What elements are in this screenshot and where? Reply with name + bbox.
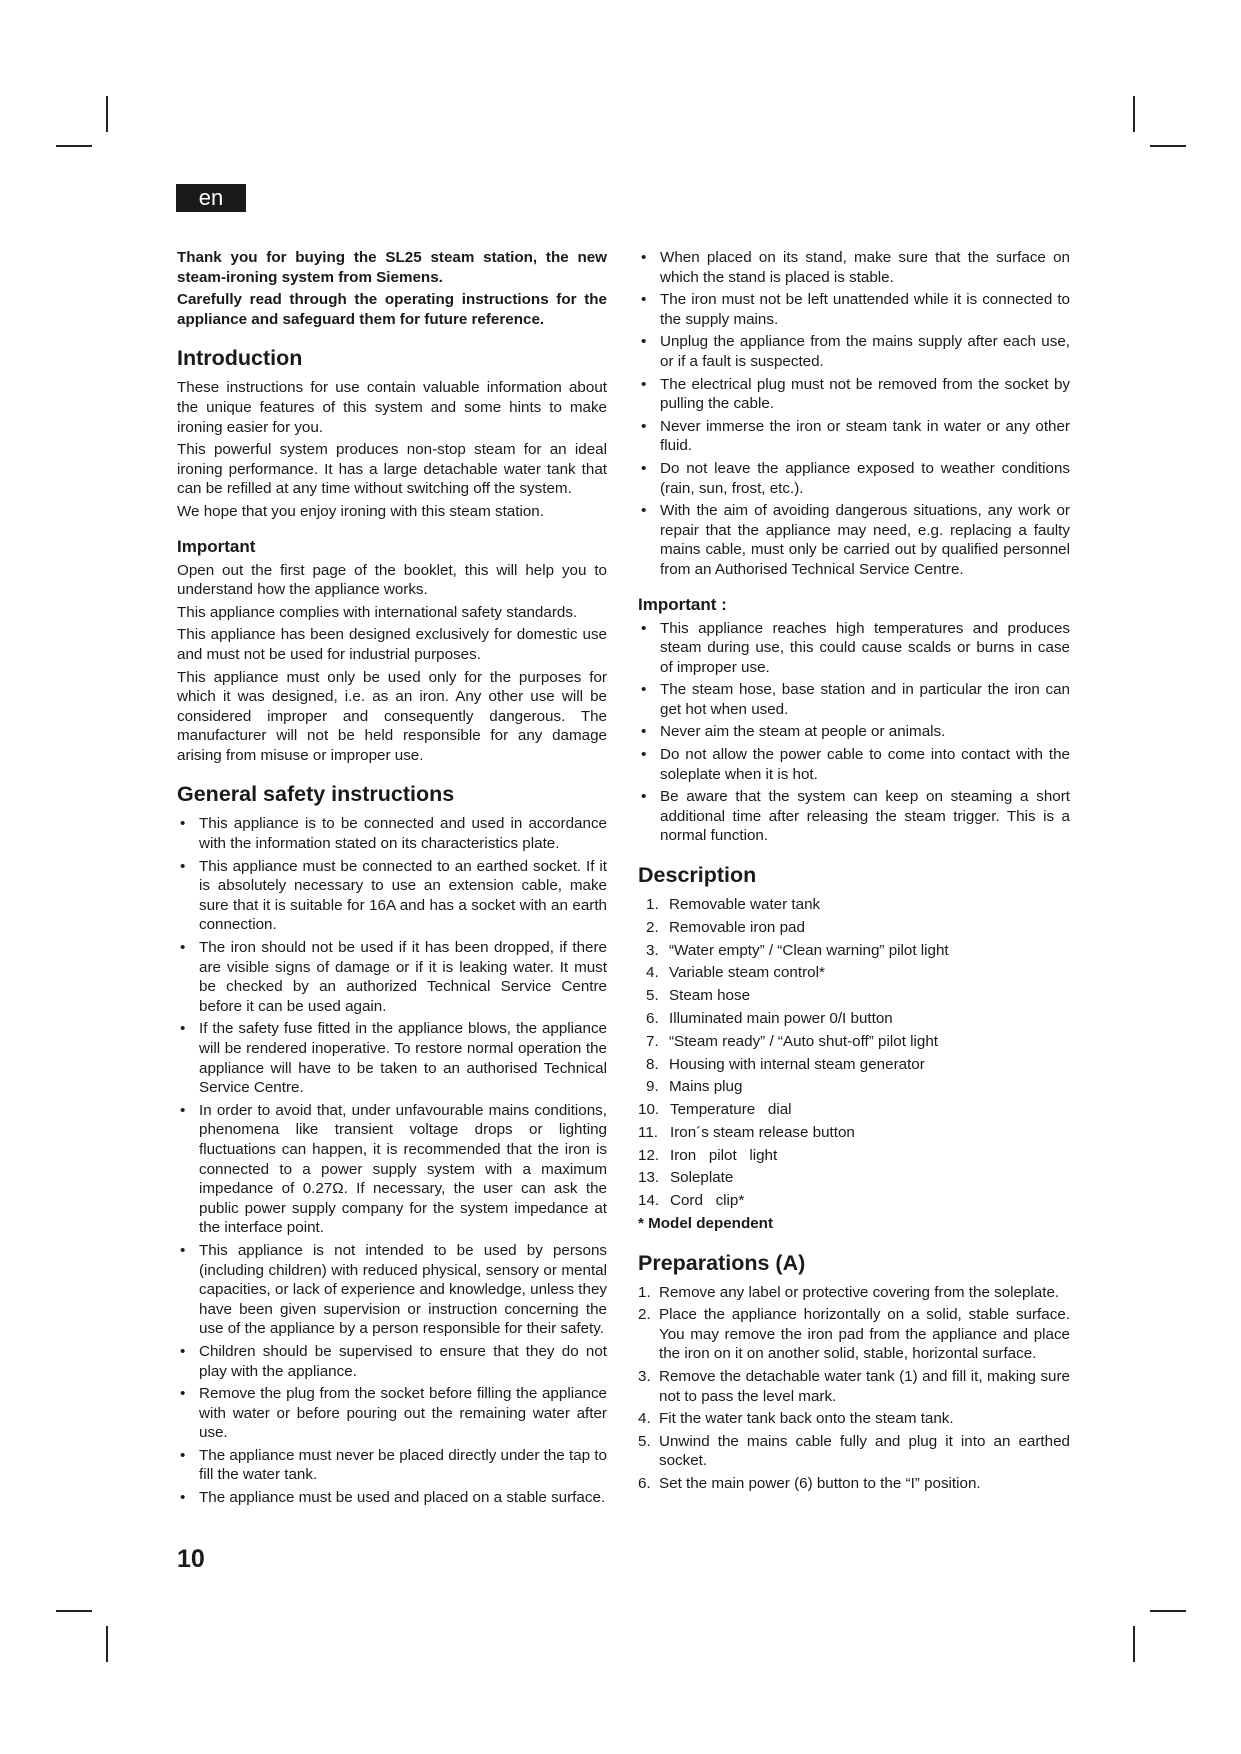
- safety-item: • Children should be supervised to ensure that they do not play with the appliance.: [177, 1342, 607, 1381]
- crop-mark: [106, 96, 108, 132]
- preparation-step: 2. Place the appliance horizontally on a solid, stable surface. You may remove the iron pad from the appliance and place the iron on it on another solid, stable, horizontal surface.: [638, 1306, 1070, 1363]
- introduction-paragraph: This powerful system produces non-stop steam for an ideal ironing performance. It has a large detachable water tank that can be refilled at any time without switching off the system.: [177, 441, 607, 498]
- crop-mark: [106, 1626, 108, 1662]
- description-item: 13. Soleplate: [638, 1169, 734, 1187]
- safety-item: • The iron must not be left unattended while it is connected to the supply mains.: [638, 290, 1070, 329]
- preparation-step: 5. Unwind the mains cable fully and plug it into an earthed socket.: [638, 1432, 1070, 1470]
- preparations-heading: Preparations (A): [638, 1250, 806, 1275]
- safety-item: • Never immerse the iron or steam tank in water or any other fluid.: [638, 417, 1070, 456]
- important-heading: Important: [177, 536, 256, 556]
- warning-item: • Be aware that the system can keep on steaming a short additional time after releasing the steam trigger. This is a normal function.: [638, 787, 1070, 846]
- introduction-paragraph: These instructions for use contain valuable information about the unique features of this system and some hints to make ironing easier for you.: [177, 379, 607, 436]
- safety-item: • With the aim of avoiding dangerous situations, any work or repair that the appliance may need, e.g. replacing a faulty mains cable, must only be carried out by qualified personnel from an Authorised Technical Service Centre.: [638, 501, 1070, 579]
- description-item: 7. “Steam ready” / “Auto shut-off” pilot light: [646, 1032, 938, 1050]
- intro-thanks: Thank you for buying the SL25 steam station, the new steam-ironing system from Siemens.: [177, 249, 607, 286]
- warning-item: • Do not allow the power cable to come into contact with the soleplate when it is hot.: [638, 745, 1070, 784]
- left-column: [177, 248, 607, 1511]
- description-item: 6. Illuminated main power 0/I button: [646, 1009, 893, 1027]
- description-item: 9. Mains plug: [646, 1078, 743, 1096]
- description-item: 4. Variable steam control*: [646, 964, 825, 982]
- introduction-heading: Introduction: [177, 346, 303, 371]
- crop-mark: [56, 145, 92, 147]
- general-safety-list-continued: [638, 248, 1070, 580]
- safety-item: • When placed on its stand, make sure that the surface on which the stand is placed is stable.: [638, 248, 1070, 287]
- crop-mark: [1150, 1610, 1186, 1612]
- description-heading: Description: [638, 863, 757, 888]
- important-paragraph: Open out the first page of the booklet, this will help you to understand how the appliance works.: [177, 561, 607, 599]
- page-number: 10: [177, 1545, 205, 1573]
- general-safety-heading: General safety instructions: [177, 782, 455, 807]
- warning-item: • The steam hose, base station and in particular the iron can get hot when used.: [638, 680, 1070, 719]
- safety-item: • The appliance must never be placed directly under the tap to fill the water tank.: [177, 1446, 607, 1485]
- description-item: 10. Temperature dial: [638, 1101, 792, 1119]
- crop-mark: [56, 1610, 92, 1612]
- important-paragraph: This appliance has been designed exclusively for domestic use and must not be used for industrial purposes.: [177, 626, 607, 663]
- preparation-step: 1. Remove any label or protective covering from the soleplate.: [638, 1283, 1060, 1301]
- safety-item: • This appliance must be connected to an earthed socket. If it is absolutely necessary to use an extension cable, make sure that it is suitable for 16A and has a socket with an earth connection.: [177, 857, 607, 935]
- safety-item: • The appliance must be used and placed on a stable surface.: [177, 1488, 607, 1508]
- important-paragraph: This appliance must only be used only for the purposes for which it was designed, i.e. as an iron. Any other use will be considered improper and consequently dangerous. The manufacturer will not be held responsible for any damage arising from misuse or improper use.: [177, 668, 607, 764]
- intro-read: Carefully read through the operating instructions for the appliance and safeguard them for future reference.: [177, 291, 607, 328]
- warning-item: • Never aim the steam at people or animals.: [638, 722, 1070, 742]
- safety-item: • If the safety fuse fitted in the appliance blows, the appliance will be rendered inoperative. To restore normal operation the appliance will have to be taken to an authorised Technical Service Centre.: [177, 1019, 607, 1097]
- general-safety-list: [177, 814, 607, 1507]
- description-item: 11. Iron´s steam release button: [638, 1123, 855, 1141]
- preparation-step: 3. Remove the detachable water tank (1) and fill it, making sure not to pass the level mark.: [638, 1367, 1070, 1405]
- safety-item: • This appliance is not intended to be used by persons (including children) with reduced physical, sensory or mental capacities, or lack of experience and knowledge, unless they have been given supervision or instruction concerning the use of the appliance by a person responsible for their safety.: [177, 1241, 607, 1339]
- safety-item: • The electrical plug must not be removed from the socket by pulling the cable.: [638, 375, 1070, 414]
- description-item: 3. “Water empty” / “Clean warning” pilot light: [646, 941, 949, 959]
- description-item: 14. Cord clip*: [638, 1192, 745, 1210]
- safety-item: • This appliance is to be connected and used in accordance with the information stated on its characteristics plate.: [177, 814, 607, 853]
- preparation-step: 4. Fit the water tank back onto the steam tank.: [638, 1410, 954, 1428]
- model-dependent-note: * Model dependent: [638, 1214, 774, 1232]
- important-paragraph: This appliance complies with international safety standards.: [177, 603, 578, 621]
- description-item: 5. Steam hose: [646, 987, 751, 1005]
- preparation-step: 6. Set the main power (6) button to the “I” position.: [638, 1474, 981, 1492]
- safety-item: • Remove the plug from the socket before filling the appliance with water or before pouring out the remaining water after use.: [177, 1384, 607, 1443]
- right-column: [638, 248, 1070, 1497]
- warning-item: • This appliance reaches high temperatures and produces steam during use, this could cause scalds or burns in case of improper use.: [638, 619, 1070, 678]
- introduction-paragraph: We hope that you enjoy ironing with this steam station.: [177, 502, 544, 520]
- description-item: 12. Iron pilot light: [638, 1146, 778, 1164]
- important-warning-heading: Important :: [638, 594, 727, 614]
- safety-item: • In order to avoid that, under unfavourable mains conditions, phenomena like transient voltage drops or lighting fluctuations can happen, it is recommended that the iron is connected to a power supply system with a maximum impedance of 0.27Ω. If necessary, the user can ask the public power supply company for the system impedance at the interface point.: [177, 1101, 607, 1238]
- crop-mark: [1133, 96, 1135, 132]
- preparations-list: [638, 1283, 1070, 1494]
- description-list: [638, 895, 1070, 1211]
- description-item: 1. Removable water tank: [646, 896, 821, 914]
- important-warning-list: [638, 619, 1070, 847]
- description-item: 8. Housing with internal steam generator: [646, 1055, 925, 1073]
- crop-mark: [1150, 145, 1186, 147]
- safety-item: • The iron should not be used if it has been dropped, if there are visible signs of damage or if it is leaking water. It must be checked by an authorized Technical Service Centre before it can be used again.: [177, 938, 607, 1016]
- language-tag: en: [176, 184, 246, 212]
- safety-item: • Do not leave the appliance exposed to weather conditions (rain, sun, frost, etc.).: [638, 459, 1070, 498]
- crop-mark: [1133, 1626, 1135, 1662]
- description-item: 2. Removable iron pad: [646, 918, 805, 936]
- safety-item: • Unplug the appliance from the mains supply after each use, or if a fault is suspected.: [638, 332, 1070, 371]
